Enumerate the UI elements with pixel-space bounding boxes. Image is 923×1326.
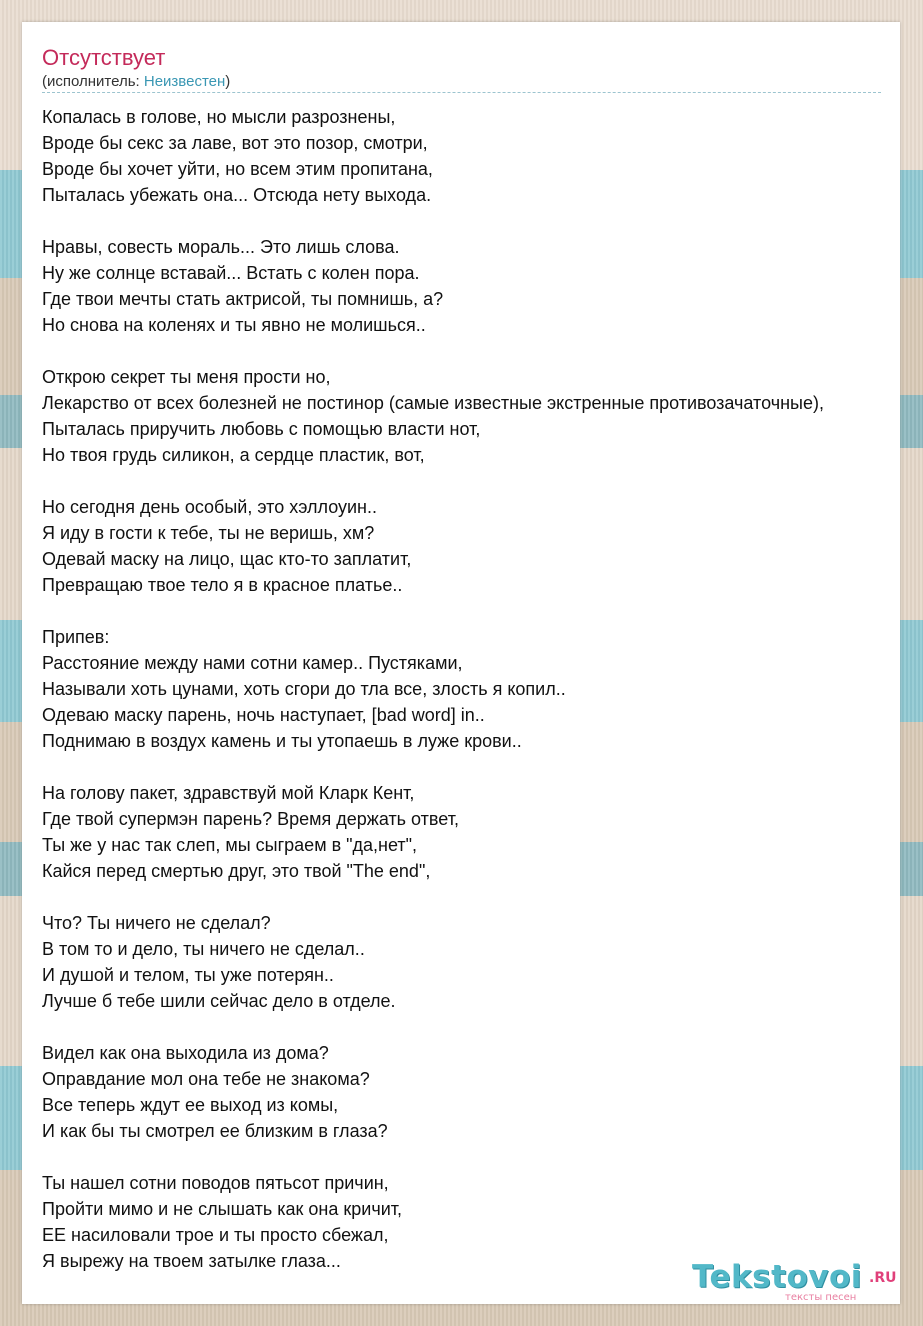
lyrics-stanza <box>42 364 922 468</box>
site-logo[interactable] <box>692 1258 897 1304</box>
lyrics-line: Я иду в гости к тебе, ты не веришь, хм? <box>42 523 375 543</box>
lyrics-stanza <box>42 780 922 884</box>
lyrics-line: Припев: <box>42 627 110 647</box>
artist-line <box>42 72 230 92</box>
lyrics-body <box>42 104 922 1300</box>
title-divider <box>42 92 881 93</box>
lyrics-line: Поднимаю в воздух камень и ты утопаешь в луже крови.. <box>42 731 522 751</box>
lyrics-line: Пыталась убежать она... Отсюда нету выхода. <box>42 185 432 205</box>
lyrics-line: Ну же солнце вставай... Встать с колен пора. <box>42 263 420 283</box>
lyrics-stanza <box>42 494 922 598</box>
lyrics-sheet <box>22 22 900 1304</box>
lyrics-line: Вроде бы секс за лаве, вот это позор, смотри, <box>42 133 428 153</box>
artist-suffix: ) <box>225 73 231 90</box>
lyrics-line: Где твой супермэн парень? Время держать ответ, <box>42 809 459 829</box>
lyrics-line: Все теперь ждут ее выход из комы, <box>42 1095 339 1115</box>
lyrics-line: На голову пакет, здравствуй мой Кларк Кент, <box>42 783 415 803</box>
lyrics-line: И душой и телом, ты уже потерян.. <box>42 965 334 985</box>
lyrics-line: В том то и дело, ты ничего не сделал.. <box>42 939 365 959</box>
lyrics-line: Но снова на коленях и ты явно не молишься.. <box>42 315 426 335</box>
lyrics-line: Ты же у нас так слеп, мы сыграем в "да,нет", <box>42 835 418 855</box>
lyrics-line: Одевай маску на лицо, щас кто-то заплатит, <box>42 549 412 569</box>
lyrics-line: Но твоя грудь силикон, а сердце пластик, вот, <box>42 445 425 465</box>
logo-domain: .RU <box>869 1270 897 1286</box>
lyrics-line: Видел как она выходила из дома? <box>42 1043 329 1063</box>
song-title: Отсутствует <box>42 45 166 70</box>
lyrics-stanza <box>42 104 922 208</box>
lyrics-line: Одеваю маску парень, ночь наступает, [bad word] in.. <box>42 705 485 725</box>
lyrics-line: Оправдание мол она тебе не знакома? <box>42 1069 370 1089</box>
lyrics-line: Открою секрет ты меня прости но, <box>42 367 331 387</box>
lyrics-line: Превращаю твое тело я в красное платье.. <box>42 575 403 595</box>
lyrics-line: Я вырежу на твоем затылке глаза... <box>42 1251 341 1271</box>
lyrics-line: Но сегодня день особый, это хэллоуин.. <box>42 497 378 517</box>
lyrics-line: Пыталась приручить любовь с помощью власти нот, <box>42 419 481 439</box>
lyrics-line: Расстояние между нами сотни камер.. Пустяками, <box>42 653 463 673</box>
lyrics-line: Лучше б тебе шили сейчас дело в отделе. <box>42 991 396 1011</box>
lyrics-stanza <box>42 1040 922 1144</box>
lyrics-line: Пройти мимо и не слышать как она кричит, <box>42 1199 402 1219</box>
lyrics-line: Копалась в голове, но мысли разрознены, <box>42 107 396 127</box>
lyrics-line: Ты нашел сотни поводов пятьсот причин, <box>42 1173 389 1193</box>
lyrics-line: Где твои мечты стать актрисой, ты помнишь, а? <box>42 289 444 309</box>
lyrics-line: Что? Ты ничего не сделал? <box>42 913 271 933</box>
lyrics-line: Вроде бы хочет уйти, но всем этим пропитана, <box>42 159 433 179</box>
lyrics-line: Кайся перед смертью друг, это твой "The end", <box>42 861 431 881</box>
logo-tagline: тексты песен <box>785 1292 857 1303</box>
lyrics-stanza <box>42 624 922 754</box>
logo-wordmark: Tekstovoi <box>692 1259 862 1295</box>
lyrics-line: ЕЕ насиловали трое и ты просто сбежал, <box>42 1225 389 1245</box>
artist-prefix: (исполнитель: <box>42 73 144 90</box>
lyrics-line: И как бы ты смотрел ее близким в глаза? <box>42 1121 388 1141</box>
lyrics-line: Называли хоть цунами, хоть сгори до тла все, злость я копил.. <box>42 679 566 699</box>
lyrics-line: Лекарство от всех болезней не постинор (самые известные экстренные противозачаточные), <box>42 393 824 413</box>
artist-link[interactable]: Неизвестен <box>143 73 226 90</box>
lyrics-line: Нравы, совесть мораль... Это лишь слова. <box>42 237 400 257</box>
lyrics-stanza <box>42 234 922 338</box>
lyrics-stanza <box>42 910 922 1014</box>
